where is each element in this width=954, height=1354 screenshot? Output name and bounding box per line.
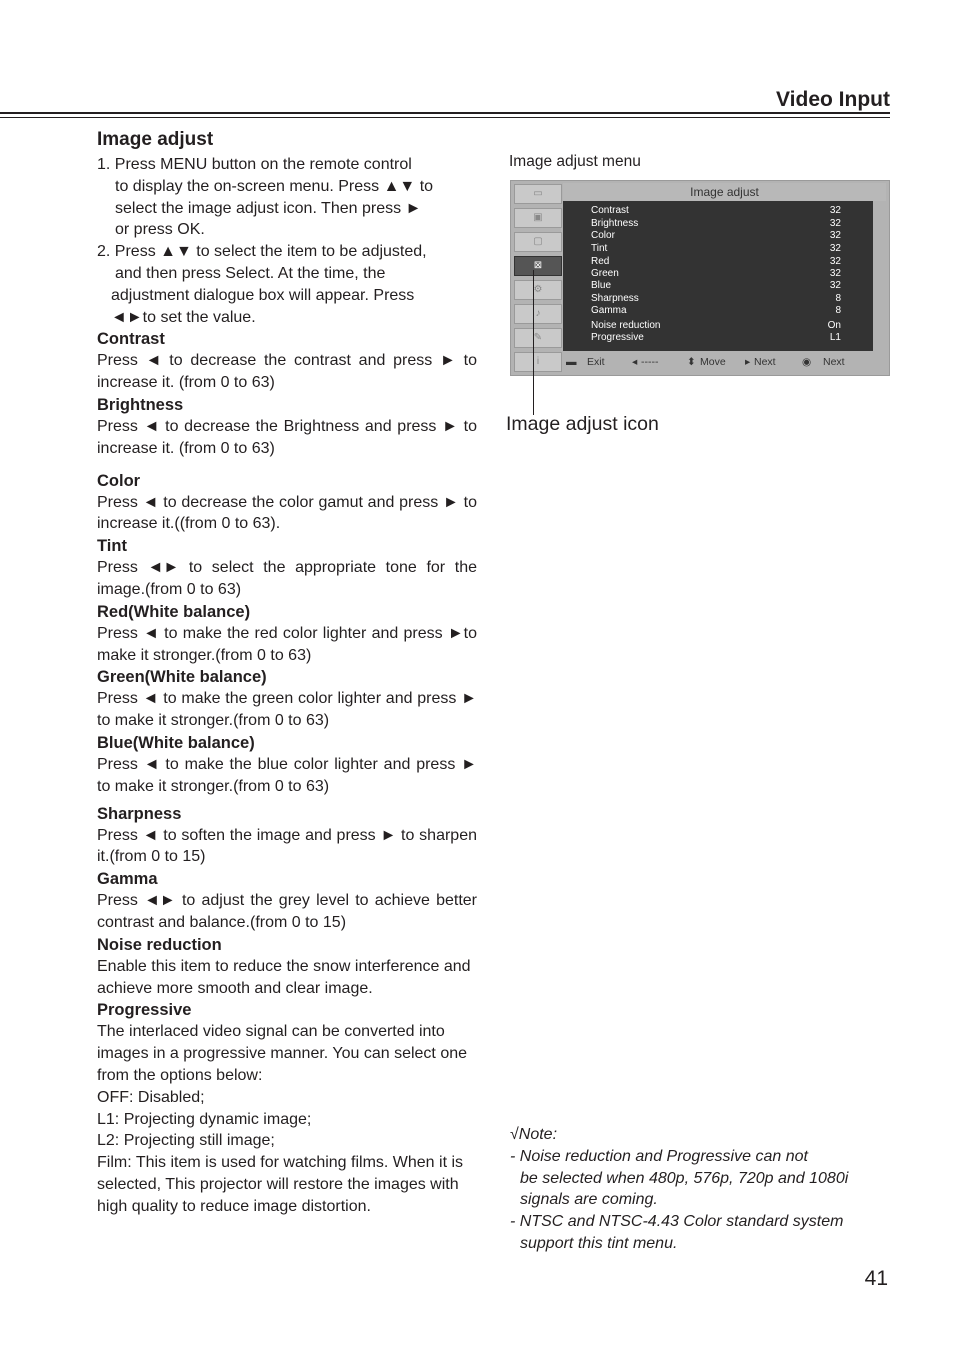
info-icon: i <box>514 352 562 372</box>
gamma-text: Press ◄► to adjust the grey level to achieve better contrast and balance.(from 0 to 15) <box>97 892 477 931</box>
osd-panel <box>563 201 873 351</box>
osd-next-label-2: Next <box>823 356 845 368</box>
setting-icon: ⚙ <box>514 280 562 300</box>
osd-row-label: Contrast <box>591 205 629 216</box>
step-2-line: 2. Press ▲▼ to select the item to be adjusted, <box>97 243 427 261</box>
display-icon: ▢ <box>514 232 562 252</box>
color-text: Press ◄ to decrease the color gamut and press ► to increase it.((from 0 to 63). <box>97 493 477 533</box>
note-line: signals are coming. <box>520 1191 658 1209</box>
osd-row-label: Gamma <box>591 305 627 316</box>
osd-row <box>591 305 861 317</box>
osd-row-label: Sharpness <box>591 293 639 304</box>
up-down-arrow-icon: ⬍ <box>687 356 696 368</box>
tint-heading: Tint <box>97 537 127 556</box>
step-1 <box>97 154 477 241</box>
image-adjust-icon: ⊠ <box>514 256 562 276</box>
note-line: support this tint menu. <box>520 1234 678 1252</box>
contrast-heading: Contrast <box>97 330 165 349</box>
sharpness-text: Press ◄ to soften the image and press ► to sharpen it.(from 0 to 15) <box>97 826 477 866</box>
noise-reduction-text: Enable this item to reduce the snow interference and achieve more smooth and clear image. <box>97 957 471 997</box>
setup-icon: ✎ <box>514 328 562 348</box>
progressive-line: OFF: Disabled; <box>97 1088 205 1106</box>
osd-row <box>591 243 861 255</box>
note-box <box>510 1124 890 1255</box>
monitor-icon: ▭ <box>514 184 562 204</box>
progressive-line: L1: Projecting dynamic image; <box>97 1110 312 1128</box>
osd-footer <box>511 353 889 373</box>
osd-row-label: Brightness <box>591 218 639 229</box>
gamma-heading: Gamma <box>97 870 158 889</box>
sharpness-heading: Sharpness <box>97 804 182 823</box>
green-heading: Green(White balance) <box>97 668 267 687</box>
step-2 <box>97 241 477 328</box>
osd-row-label: Green <box>591 268 619 279</box>
step-1-line: 1. Press MENU button on the remote control <box>97 156 412 173</box>
osd-title: Image adjust <box>563 183 886 201</box>
osd-row <box>591 218 861 230</box>
progressive-line: L2: Projecting still image; <box>97 1132 275 1150</box>
section-title: Video Input <box>776 88 890 111</box>
osd-row-label: Color <box>591 230 615 241</box>
osd-row-label: Red <box>591 256 610 267</box>
contrast-text: Press ◄ to decrease the contrast and press ► to increase it. (from 0 to 63) <box>97 352 477 392</box>
osd-row-value: 32 <box>829 243 841 254</box>
osd-row-label: Progressive <box>591 332 644 343</box>
red-text: Press ◄ to make the red color lighter and press ►to make it stronger.(from 0 to 63) <box>97 624 477 664</box>
header-rule-thick <box>0 112 890 114</box>
sound-icon: ♪ <box>514 304 562 324</box>
osd-row-value: 32 <box>829 256 841 267</box>
progressive-text <box>97 1021 477 1217</box>
osd-row <box>591 293 861 305</box>
step-1-line: or press OK. <box>115 221 205 239</box>
note-line: - NTSC and NTSC-4.43 Color standard system <box>510 1213 844 1231</box>
osd-row <box>591 320 861 332</box>
step-1-line: to display the on-screen menu. Press ▲▼ to <box>115 177 434 195</box>
right-arrow-icon: ▸ <box>745 356 751 368</box>
step-2-line: and then press Select. At the time, the <box>115 264 386 282</box>
osd-row-value: 32 <box>829 205 841 216</box>
ok-key-icon: ◉ <box>802 356 812 368</box>
osd-row-value: On <box>827 320 841 331</box>
osd-row-value: 32 <box>829 218 841 229</box>
step-1-line: select the image adjust icon. Then press ► <box>115 199 422 217</box>
screen-icon: ▣ <box>514 208 562 228</box>
step-2-line: ◄►to set the value. <box>111 308 256 326</box>
brightness-text: Press ◄ to decrease the Brightness and press ► to increase it. (from 0 to 63) <box>97 417 477 457</box>
callout-leader-line <box>533 270 534 415</box>
osd-row-label: Blue <box>591 280 612 291</box>
osd-row-value: L1 <box>829 332 841 343</box>
osd-next-label: Next <box>754 356 776 368</box>
page-number: 41 <box>864 1267 888 1290</box>
left-arrow-icon: ◂ <box>632 356 638 368</box>
color-heading: Color <box>97 471 141 490</box>
brightness-heading: Brightness <box>97 395 184 414</box>
tint-text: Press ◄► to select the appropriate tone for the image.(from 0 to 63) <box>97 559 477 598</box>
osd-row-value: 8 <box>835 293 841 304</box>
figure-caption: Image adjust menu <box>509 153 641 170</box>
progressive-heading: Progressive <box>97 1001 192 1020</box>
osd-row-value: 32 <box>829 230 841 241</box>
osd-row-value: 8 <box>835 305 841 316</box>
green-text: Press ◄ to make the green color lighter and press ► to make it stronger.(from 0 to 63) <box>97 690 477 730</box>
progressive-line: Film: This item is used for watching films. When it is selected, This projector will restore the images with high quality to reduce image distortion. <box>97 1154 464 1215</box>
osd-row-label: Tint <box>591 243 608 254</box>
osd-row <box>591 256 861 268</box>
exit-key-icon: ▬ <box>566 356 577 368</box>
page-title: Image adjust <box>97 129 214 150</box>
noise-reduction-heading: Noise reduction <box>97 935 222 954</box>
header-rule-thin <box>0 117 890 118</box>
blue-heading: Blue(White balance) <box>97 733 255 752</box>
osd-row <box>591 230 861 242</box>
image-adjust-menu-screenshot <box>510 180 890 376</box>
red-heading: Red(White balance) <box>97 602 251 621</box>
note-line: - Noise reduction and Progressive can not <box>510 1147 808 1165</box>
step-2-line: adjustment dialogue box will appear. Press <box>111 286 415 304</box>
osd-row <box>591 280 861 292</box>
osd-row <box>591 205 861 217</box>
blue-text: Press ◄ to make the blue color lighter and press ► to make it stronger.(from 0 to 63) <box>97 755 477 795</box>
osd-row-label: Noise reduction <box>591 320 661 331</box>
osd-exit-label: Exit <box>587 356 605 368</box>
osd-icon-sidebar <box>514 184 562 371</box>
osd-move-label: Move <box>700 356 726 368</box>
progressive-line: The interlaced video signal can be converted into images in a progressive manner. You can select one from the options below: <box>97 1023 468 1084</box>
osd-row <box>591 268 861 280</box>
osd-back-label: ----- <box>641 356 659 368</box>
note-title: √Note: <box>510 1126 558 1143</box>
osd-row <box>591 332 861 344</box>
osd-row-value: 32 <box>829 268 841 279</box>
osd-row-value: 32 <box>829 280 841 291</box>
note-line: be selected when 480p, 576p, 720p and 1080i <box>520 1169 849 1187</box>
icon-callout-label: Image adjust icon <box>506 413 659 435</box>
main-column <box>97 128 477 1217</box>
